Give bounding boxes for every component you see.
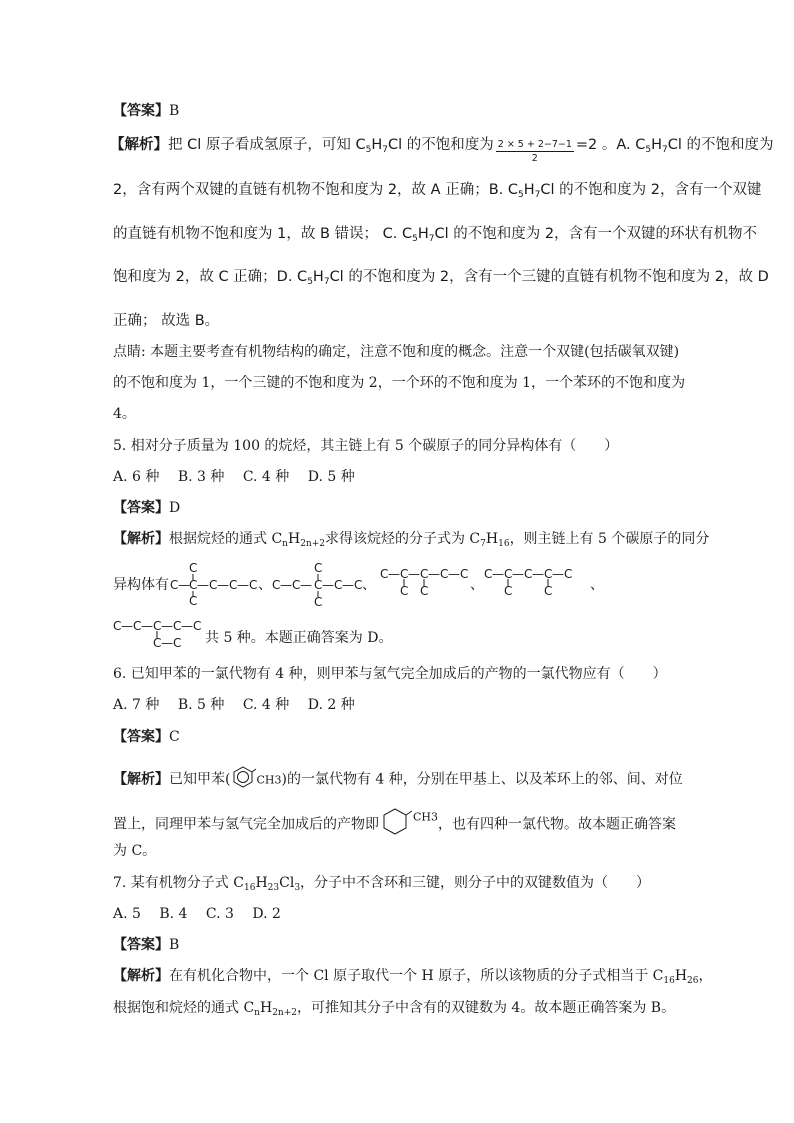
answer-label: 【答案】 (113, 937, 169, 953)
separator: 、 (470, 577, 484, 593)
q5-analysis-tail: 共 5 种。本题正确答案为 D。 (205, 630, 393, 646)
isomer-structure-5: C — C — C — C — C C — C (113, 620, 208, 656)
q5-question: 5. 相对分子质量为 100 的烷烃，其主链上有 5 个碳原子的同分异构体有（ ） (113, 438, 619, 454)
toluene-structure-icon (230, 766, 256, 793)
q5-answer-line (113, 500, 180, 517)
q7-question: 7. 某有机物分子式 $C_{16}H_{23}Cl_3$，分子中不含环和三键，则分子中的双键数值为（ ） (113, 875, 651, 893)
q6-question: 6. 已知甲苯的一氯代物有 4 种，则甲苯与氢气完全加成后的产物的一氯代物应有（ ） (113, 666, 667, 682)
q6-options: A. 7 种 B. 5 种 C. 4 种 D. 2 种 (113, 697, 355, 713)
answer-value: C (169, 729, 180, 745)
q7-answer-line (113, 937, 179, 954)
q4-answer-line (113, 103, 179, 120)
q4-analysis-line-1: 【解析】把 Cl 原子看成氢原子，可知 $C_5H_7Cl$ 的不饱和度为 $\frac{2 \times 5 + 2-7-1}{2}$ =2 。A. $C_5H_7Cl$ 的不饱和度为 (110, 137, 774, 164)
answer-label: 【答案】 (113, 103, 169, 119)
q7-analysis-line-1: 【解析】在有机化合物中，一个 Cl 原子取代一个 H 原子，所以该物质的分子式相当于 $C_{16}H_{26}$， (113, 968, 713, 986)
analysis-label: 【解析】 (113, 771, 169, 788)
q6-analysis-line-1: 【解析】已知甲苯( CH3)的一氯代物有 4 种，分别在甲基上、以及苯环上的邻、间、对位 (113, 766, 683, 793)
bond-lines (113, 620, 208, 656)
bond-lines (380, 568, 480, 604)
q5-analysis-line-1: 【解析】根据烷烃的通式 $C_nH_{2n+2}$求得该烷烃的分子式为 $C_7H_{16}$，则主链上有 5 个碳原子的同分 (113, 531, 710, 549)
separator: 、 (590, 577, 604, 593)
separator: 、 (258, 577, 272, 593)
bond-lines (170, 562, 270, 612)
q6-analysis-line-3: 为 C。 (113, 843, 157, 859)
answer-value: B (169, 937, 180, 953)
q4-analysis-line-4: 饱和度为 2，故 C 正确；D. $C_5H_7Cl$ 的不饱和度为 2，含有一个三键的直链有机物不饱和度为 2，故 D (113, 269, 769, 287)
q5-analysis-lead: 异构体有 (113, 577, 169, 593)
isomer-structure-3: C — C — C — C — C C C (380, 568, 480, 604)
isomer-structure-2: C — C — C C C — C — C (272, 560, 382, 610)
q6-analysis-line-2: 置上，同理甲苯与氢气完全加成后的产物即 $^{CH3}$，也有四种一氯代物。故本题正确答案 (113, 807, 676, 842)
isomer-structure-1: C C — C — C — C — C C (170, 562, 270, 612)
methylcyclohexane-structure-icon (379, 807, 413, 842)
tip-line-3: 4。 (113, 406, 136, 422)
answer-value: D (169, 500, 181, 516)
q4-analysis-line-5: 正确； 故选 B。 (113, 313, 220, 329)
q7-analysis-line-2: 根据饱和烷烃的通式 $C_nH_{2n+2}$，可推知其分子中含有的双键数为 4。故本题正确答案为 B。 (113, 1000, 676, 1018)
q6-answer-line (113, 729, 180, 746)
q5-options: A. 6 种 B. 3 种 C. 4 种 D. 5 种 (113, 469, 355, 485)
tip-line-2: 的不饱和度为 1，一个三键的不饱和度为 2，一个环的不饱和度为 1，一个苯环的不饱和度为 (113, 375, 686, 391)
isomer-structure-4: C — C — C — C — C C C (484, 568, 584, 604)
unsaturation-fraction: $\frac{2 \times 5 + 2-7-1}{2}$ (497, 138, 572, 164)
separator: 、 (362, 577, 376, 593)
answer-label: 【答案】 (113, 729, 169, 745)
analysis-label: 【解析】 (113, 968, 169, 984)
bond-lines (484, 568, 584, 604)
analysis-label: 【解析】 (113, 531, 169, 547)
q4-analysis-line-2: 2，含有两个双键的直链有机物不饱和度为 2，故 A 正确；B. $C_5H_7Cl$ 的不饱和度为 2，含有一个双键 (113, 182, 762, 200)
answer-value: B (169, 103, 180, 119)
analysis-label: 【解析】 (110, 137, 168, 153)
q7-options: A. 5 B. 4 C. 3 D. 2 (113, 906, 281, 922)
answer-label: 【答案】 (113, 500, 169, 516)
tip-line-1: 点睛: 本题主要考查有机物结构的确定，注意不饱和度的概念。注意一个双键(包括碳氧双键) (113, 344, 680, 360)
q4-analysis-line-3: 的直链有机物不饱和度为 1，故 B 错误； C. $C_5H_7Cl$ 的不饱和度为 2，含有一个双键的环状有机物不 (113, 226, 758, 244)
